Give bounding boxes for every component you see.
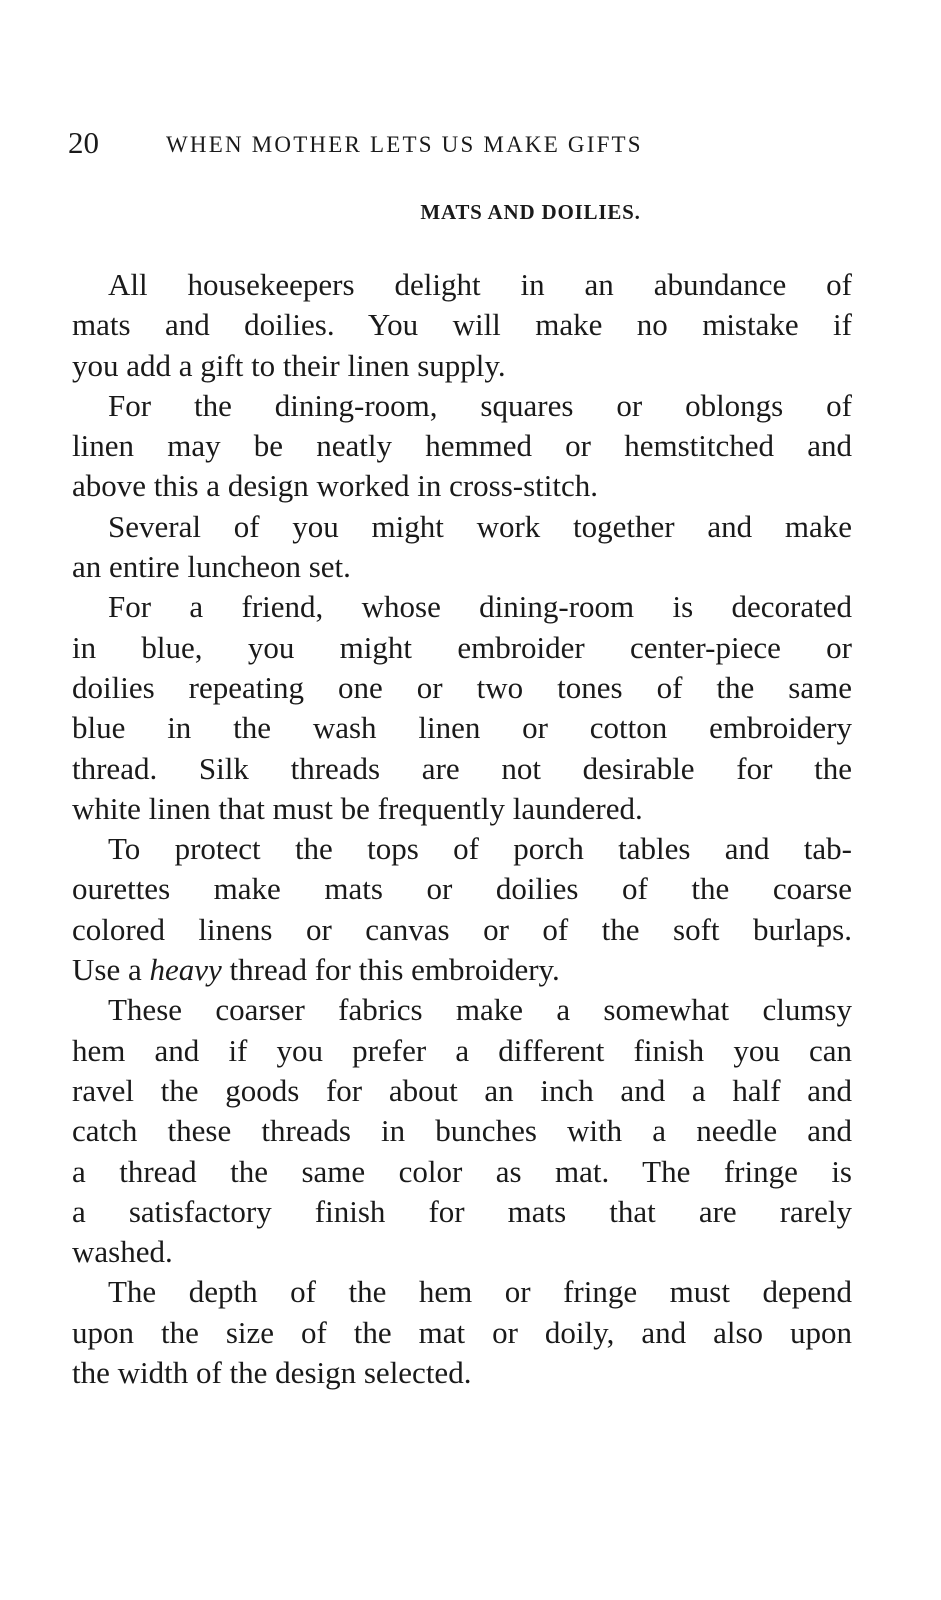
text-line: For a friend, whose dining-room is decorated	[108, 589, 852, 625]
text-line: hem and if you prefer a different finish you can	[72, 1032, 852, 1068]
text-line: For the dining-room, squares or oblongs of	[108, 387, 852, 423]
text-run: Use a	[72, 952, 150, 988]
paragraph-5	[72, 829, 852, 990]
text-run: thread for this embroidery.	[221, 952, 560, 988]
text-line: catch these threads in bunches with a needle and	[72, 1113, 852, 1149]
text-line: upon the size of the mat or doily, and also upon	[72, 1314, 852, 1350]
section-title-text: MATS AND DOILIES.	[420, 200, 641, 224]
text-line: in blue, you might embroider center-piece or	[72, 629, 852, 665]
page-number: 20	[68, 125, 99, 160]
text-line: washed.	[72, 1234, 173, 1270]
text-line: thread. Silk threads are not desirable for the	[72, 750, 852, 786]
text-line: linen may be neatly hemmed or hemstitched and	[72, 428, 852, 464]
text-line: ourettes make mats or doilies of the coarse	[72, 871, 852, 907]
paragraph-1	[72, 265, 852, 386]
text-line: above this a design worked in cross-stitch.	[72, 468, 599, 504]
running-title: WHEN MOTHER LETS US MAKE GIFTS	[166, 132, 643, 157]
text-line: To protect the tops of porch tables and tab-	[108, 831, 852, 867]
text-line: a satisfactory finish for mats that are rarely	[72, 1193, 852, 1229]
paragraph-6	[72, 990, 852, 1272]
paragraph-4	[72, 587, 852, 829]
text-line: the width of the design selected.	[72, 1355, 472, 1391]
text-line: All housekeepers delight in an abundance of	[108, 267, 852, 302]
text-line: a thread the same color as mat. The fringe is	[72, 1153, 852, 1189]
paragraph-7	[72, 1272, 852, 1393]
text-line: you add a gift to their linen supply.	[72, 347, 506, 383]
paragraph-3	[72, 507, 852, 588]
text-line: white linen that must be frequently laundered.	[72, 790, 643, 826]
text-line: mats and doilies. You will make no mistake if	[72, 307, 852, 343]
text-line: Several of you might work together and make	[108, 508, 852, 544]
text-line: The depth of the hem or fringe must depend	[108, 1274, 852, 1310]
running-head	[68, 123, 758, 163]
body-text	[72, 265, 852, 1393]
text-line: doilies repeating one or two tones of the same	[72, 669, 852, 705]
text-line: These coarser fabrics make a somewhat clumsy	[108, 992, 852, 1028]
text-line: an entire luncheon set.	[72, 549, 351, 585]
paragraph-2	[72, 386, 852, 507]
text-line	[72, 950, 852, 990]
text-line: blue in the wash linen or cotton embroidery	[72, 710, 852, 746]
text-line: colored linens or canvas or of the soft burlaps.	[72, 911, 852, 947]
text-line: ravel the goods for about an inch and a half and	[72, 1072, 852, 1108]
section-title	[0, 200, 941, 225]
italic-word: heavy	[149, 952, 222, 988]
